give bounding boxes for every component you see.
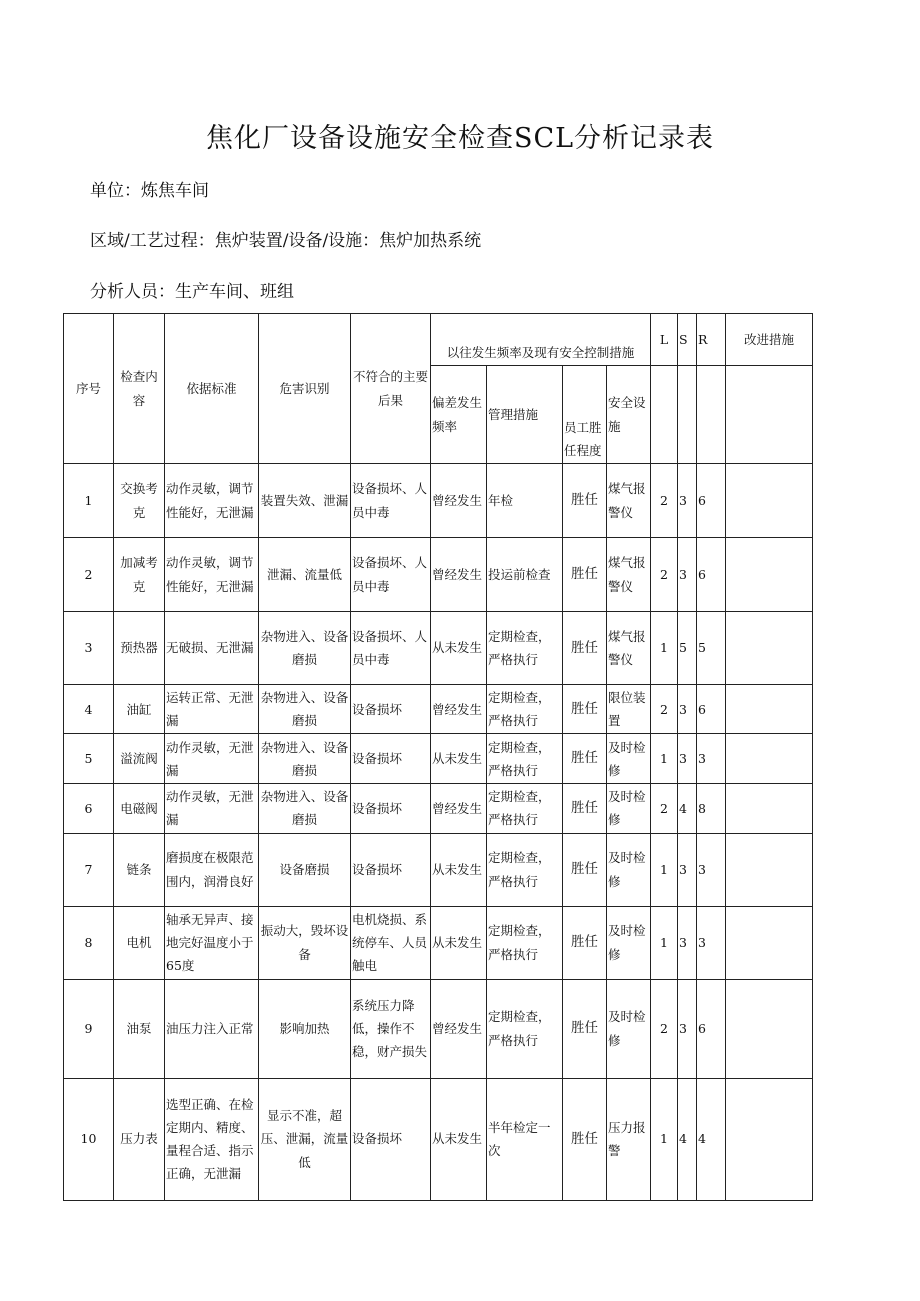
- competence-cell: 胜任: [563, 784, 607, 833]
- s-value-cell: 3: [678, 906, 697, 979]
- consequence-cell: 电机烧损、系统停车、人员触电: [351, 906, 431, 979]
- header-facility: 安全设施: [607, 366, 651, 464]
- standard-cell: 运转正常、无泄漏: [165, 685, 259, 734]
- l-value-cell: 2: [651, 464, 678, 538]
- r-value-cell: 6: [697, 979, 726, 1078]
- improvement-cell: [726, 906, 813, 979]
- improvement-cell: [726, 538, 813, 612]
- facility-cell: 压力报警: [607, 1078, 651, 1200]
- consequence-cell: 设备损坏: [351, 734, 431, 784]
- page-title: 焦化厂设备设施安全检查SCL分析记录表: [205, 123, 715, 154]
- facility-cell: 及时检修: [607, 979, 651, 1078]
- table-row: [64, 538, 813, 612]
- competence-cell: 胜任: [563, 906, 607, 979]
- r-value-cell: 3: [697, 833, 726, 906]
- l-value-cell: 2: [651, 685, 678, 734]
- seq-cell: 9: [64, 979, 114, 1078]
- item-cell: 链条: [114, 833, 165, 906]
- r-value-cell: 8: [697, 784, 726, 833]
- consequence-cell: 系统压力降低，操作不稳，财产损失: [351, 979, 431, 1078]
- improvement-cell: [726, 833, 813, 906]
- seq-cell: 4: [64, 685, 114, 734]
- consequence-cell: 设备损坏、人员中毒: [351, 464, 431, 538]
- competence-cell: 胜任: [563, 979, 607, 1078]
- r-value-cell: 6: [697, 464, 726, 538]
- table-row: [64, 784, 813, 833]
- header-seq: 序号: [64, 314, 114, 464]
- competence-cell: 胜任: [563, 612, 607, 685]
- area-line: 区域/工艺过程：焦炉装置/设备/设施：焦炉加热系统: [90, 231, 482, 251]
- l-value-cell: 1: [651, 734, 678, 784]
- improvement-cell: [726, 685, 813, 734]
- hazard-cell: 设备磨损: [259, 833, 351, 906]
- header-control-group: 以往发生频率及现有安全控制措施: [431, 314, 651, 366]
- r-value-cell: 5: [697, 612, 726, 685]
- table-row: [64, 979, 813, 1078]
- seq-cell: 6: [64, 784, 114, 833]
- item-cell: 电磁阀: [114, 784, 165, 833]
- s-value-cell: 3: [678, 734, 697, 784]
- r-value-cell: 6: [697, 538, 726, 612]
- s-value-cell: 3: [678, 685, 697, 734]
- header-management: 管理措施: [487, 366, 563, 464]
- frequency-cell: 从未发生: [431, 833, 487, 906]
- hazard-cell: 泄漏、流量低: [259, 538, 351, 612]
- item-cell: 加减考克: [114, 538, 165, 612]
- frequency-cell: 从未发生: [431, 612, 487, 685]
- frequency-cell: 从未发生: [431, 734, 487, 784]
- improvement-cell: [726, 612, 813, 685]
- standard-cell: 动作灵敏，无泄漏: [165, 784, 259, 833]
- improvement-cell: [726, 734, 813, 784]
- table-row: [64, 464, 813, 538]
- improvement-cell: [726, 784, 813, 833]
- facility-cell: 及时检修: [607, 906, 651, 979]
- s-value-cell: 3: [678, 464, 697, 538]
- consequence-cell: 设备损坏: [351, 1078, 431, 1200]
- consequence-cell: 设备损坏: [351, 833, 431, 906]
- management-cell: 定期检查，严格执行: [487, 734, 563, 784]
- facility-cell: 煤气报警仪: [607, 464, 651, 538]
- standard-cell: 无破损、无泄漏: [165, 612, 259, 685]
- management-cell: 投运前检查: [487, 538, 563, 612]
- hazard-cell: 杂物进入、设备磨损: [259, 734, 351, 784]
- header-l: L: [651, 314, 678, 366]
- competence-cell: 胜任: [563, 464, 607, 538]
- r-value-cell: 3: [697, 906, 726, 979]
- header-consequence: 不符合的主要后果: [351, 314, 431, 464]
- seq-cell: 3: [64, 612, 114, 685]
- table-row: [64, 612, 813, 685]
- improvement-cell: [726, 464, 813, 538]
- hazard-cell: 振动大，毁坏设备: [259, 906, 351, 979]
- frequency-cell: 曾经发生: [431, 979, 487, 1078]
- l-value-cell: 1: [651, 612, 678, 685]
- header-improvement: 改进措施: [726, 314, 813, 366]
- header-standard: 依据标准: [165, 314, 259, 464]
- hazard-cell: 装置失效、泄漏: [259, 464, 351, 538]
- analysts-line: 分析人员：生产车间、班组: [90, 282, 294, 302]
- scl-table: [63, 313, 813, 1201]
- r-value-cell: 4: [697, 1078, 726, 1200]
- item-cell: 交换考克: [114, 464, 165, 538]
- seq-cell: 7: [64, 833, 114, 906]
- hazard-cell: 显示不准，超压、泄漏，流量低: [259, 1078, 351, 1200]
- standard-cell: 动作灵敏，调节性能好，无泄漏: [165, 538, 259, 612]
- hazard-cell: 影响加热: [259, 979, 351, 1078]
- frequency-cell: 曾经发生: [431, 538, 487, 612]
- competence-cell: 胜任: [563, 734, 607, 784]
- s-value-cell: 5: [678, 612, 697, 685]
- header-s: S: [678, 314, 697, 366]
- hazard-cell: 杂物进入、设备磨损: [259, 784, 351, 833]
- seq-cell: 5: [64, 734, 114, 784]
- item-cell: 电机: [114, 906, 165, 979]
- hazard-cell: 杂物进入、设备磨损: [259, 685, 351, 734]
- frequency-cell: 曾经发生: [431, 464, 487, 538]
- header-r: R: [697, 314, 726, 366]
- item-cell: 预热器: [114, 612, 165, 685]
- competence-cell: 胜任: [563, 685, 607, 734]
- s-value-cell: 4: [678, 784, 697, 833]
- frequency-cell: 从未发生: [431, 906, 487, 979]
- standard-cell: 磨损度在极限范围内，润滑良好: [165, 833, 259, 906]
- header-competence: 员工胜任程度: [563, 366, 607, 464]
- management-cell: 年检: [487, 464, 563, 538]
- item-cell: 油缸: [114, 685, 165, 734]
- item-cell: 压力表: [114, 1078, 165, 1200]
- r-value-cell: 6: [697, 685, 726, 734]
- frequency-cell: 从未发生: [431, 1078, 487, 1200]
- l-value-cell: 1: [651, 906, 678, 979]
- s-value-cell: 3: [678, 538, 697, 612]
- seq-cell: 2: [64, 538, 114, 612]
- unit-line: 单位：炼焦车间: [90, 181, 209, 201]
- management-cell: 半年检定一次: [487, 1078, 563, 1200]
- s-value-cell: 4: [678, 1078, 697, 1200]
- management-cell: 定期检查，严格执行: [487, 685, 563, 734]
- management-cell: 定期检查，严格执行: [487, 906, 563, 979]
- standard-cell: 动作灵敏，无泄漏: [165, 734, 259, 784]
- item-cell: 油泵: [114, 979, 165, 1078]
- facility-cell: 煤气报警仪: [607, 612, 651, 685]
- seq-cell: 1: [64, 464, 114, 538]
- seq-cell: 10: [64, 1078, 114, 1200]
- header-item: 检查内容: [114, 314, 165, 464]
- hazard-cell: 杂物进入、设备磨损: [259, 612, 351, 685]
- table-row: [64, 1078, 813, 1200]
- competence-cell: 胜任: [563, 1078, 607, 1200]
- l-value-cell: 1: [651, 1078, 678, 1200]
- frequency-cell: 曾经发生: [431, 784, 487, 833]
- l-value-cell: 2: [651, 784, 678, 833]
- management-cell: 定期检查，严格执行: [487, 784, 563, 833]
- header-frequency: 偏差发生频率: [431, 366, 487, 464]
- improvement-cell: [726, 1078, 813, 1200]
- facility-cell: 及时检修: [607, 784, 651, 833]
- r-value-cell: 3: [697, 734, 726, 784]
- management-cell: 定期检查，严格执行: [487, 979, 563, 1078]
- consequence-cell: 设备损坏: [351, 685, 431, 734]
- seq-cell: 8: [64, 906, 114, 979]
- consequence-cell: 设备损坏: [351, 784, 431, 833]
- table-row: [64, 685, 813, 734]
- improvement-cell: [726, 979, 813, 1078]
- competence-cell: 胜任: [563, 833, 607, 906]
- s-value-cell: 3: [678, 979, 697, 1078]
- standard-cell: 选型正确、在检定期内、精度、量程合适、指示正确，无泄漏: [165, 1078, 259, 1200]
- consequence-cell: 设备损坏、人员中毒: [351, 612, 431, 685]
- l-value-cell: 1: [651, 833, 678, 906]
- l-value-cell: 2: [651, 538, 678, 612]
- item-cell: 溢流阀: [114, 734, 165, 784]
- standard-cell: 油压力注入正常: [165, 979, 259, 1078]
- management-cell: 定期检查，严格执行: [487, 833, 563, 906]
- s-value-cell: 3: [678, 833, 697, 906]
- facility-cell: 煤气报警仪: [607, 538, 651, 612]
- competence-cell: 胜任: [563, 538, 607, 612]
- management-cell: 定期检查，严格执行: [487, 612, 563, 685]
- facility-cell: 及时检修: [607, 833, 651, 906]
- standard-cell: 动作灵敏，调节性能好，无泄漏: [165, 464, 259, 538]
- consequence-cell: 设备损坏、人员中毒: [351, 538, 431, 612]
- l-value-cell: 2: [651, 979, 678, 1078]
- table-row: [64, 833, 813, 906]
- facility-cell: 限位装置: [607, 685, 651, 734]
- frequency-cell: 曾经发生: [431, 685, 487, 734]
- header-hazard: 危害识别: [259, 314, 351, 464]
- table-row: [64, 734, 813, 784]
- standard-cell: 轴承无异声、接地完好温度小于65度: [165, 906, 259, 979]
- table-row: [64, 906, 813, 979]
- facility-cell: 及时检修: [607, 734, 651, 784]
